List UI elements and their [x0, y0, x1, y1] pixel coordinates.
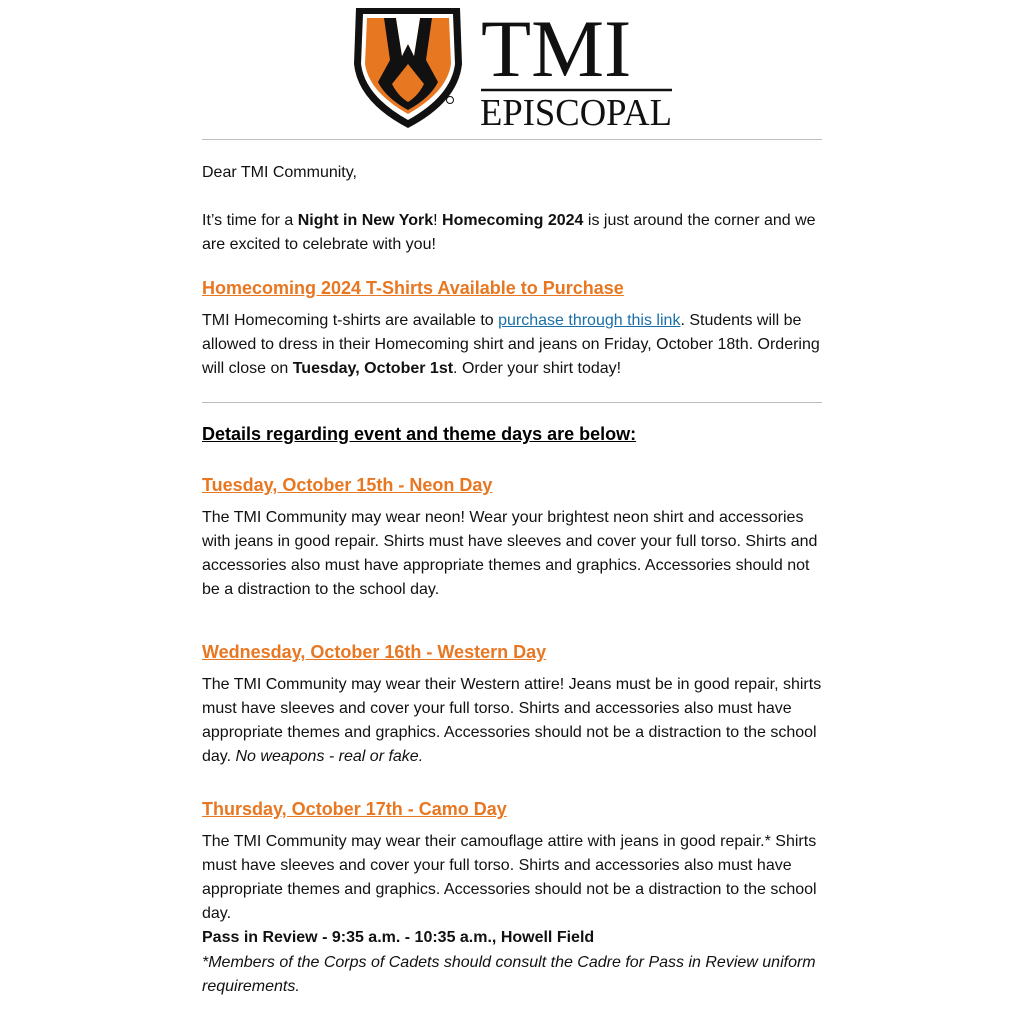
- details-heading: Details regarding event and theme days are below:: [202, 424, 637, 444]
- tmi-episcopal-logo: [352, 4, 674, 130]
- intro-paragraph: It’s time for a Night in New York! Homecoming 2024 is just around the corner and we are excited to celebrate with you!: [202, 212, 816, 253]
- tshirts-heading[interactable]: Homecoming 2024 T-Shirts Available to Purchase: [202, 278, 624, 298]
- camo-day-body: The TMI Community may wear their camouflage attire with jeans in good repair.* Shirts must have sleeves and cover your full torso. Shirts and accessories also must have appropriate themes and graphics. Accessories should not be a distraction to the school day.: [202, 833, 817, 922]
- greeting: Dear TMI Community,: [202, 164, 357, 181]
- order-deadline: Tuesday, October 1st: [292, 360, 454, 377]
- pass-in-review: Pass in Review - 9:35 a.m. - 10:35 a.m., Howell Field: [202, 929, 595, 946]
- neon-day-body: The TMI Community may wear neon! Wear your brightest neon shirt and accessories with jeans in good repair. Shirts must have sleeves and cover your full torso. Shirts and accessories also must have appropriate themes and graphics. Accessories should not be a distraction to the school day.: [202, 509, 818, 598]
- shield-icon: [354, 8, 462, 128]
- western-day-body: The TMI Community may wear their Western attire! Jeans must be in good repair, shirts must have sleeves and cover your full torso. Shirts and accessories also must have appropriate themes and graphics. Accessories should not be a distraction to the school day. No weapons - real or fake.: [202, 676, 822, 765]
- neon-day-heading[interactable]: Tuesday, October 15th - Neon Day: [202, 475, 493, 495]
- theme-name: Night in New York: [297, 212, 434, 229]
- event-name: Homecoming 2024: [442, 212, 584, 229]
- header-divider: [202, 139, 822, 140]
- logo-text-episcopal: EPISCOPAL: [480, 92, 672, 130]
- camo-day-heading[interactable]: Thursday, October 17th - Camo Day: [202, 799, 507, 819]
- purchase-link[interactable]: purchase through this link: [498, 312, 681, 329]
- tshirts-paragraph: TMI Homecoming t-shirts are available to purchase through this link. Students will be allowed to dress in their Homecoming shirt and jeans on Friday, October 18th. Ordering will close on Tuesday, October 1st. Order your shirt today!: [202, 312, 820, 377]
- western-day-heading[interactable]: Wednesday, October 16th - Western Day: [202, 642, 547, 662]
- corps-note: *Members of the Corps of Cadets should consult the Cadre for Pass in Review uniform requirements.: [202, 954, 816, 995]
- logo-text-tmi: TMI: [481, 4, 632, 94]
- weapons-note: No weapons - real or fake.: [235, 748, 424, 765]
- section-divider: [202, 402, 822, 403]
